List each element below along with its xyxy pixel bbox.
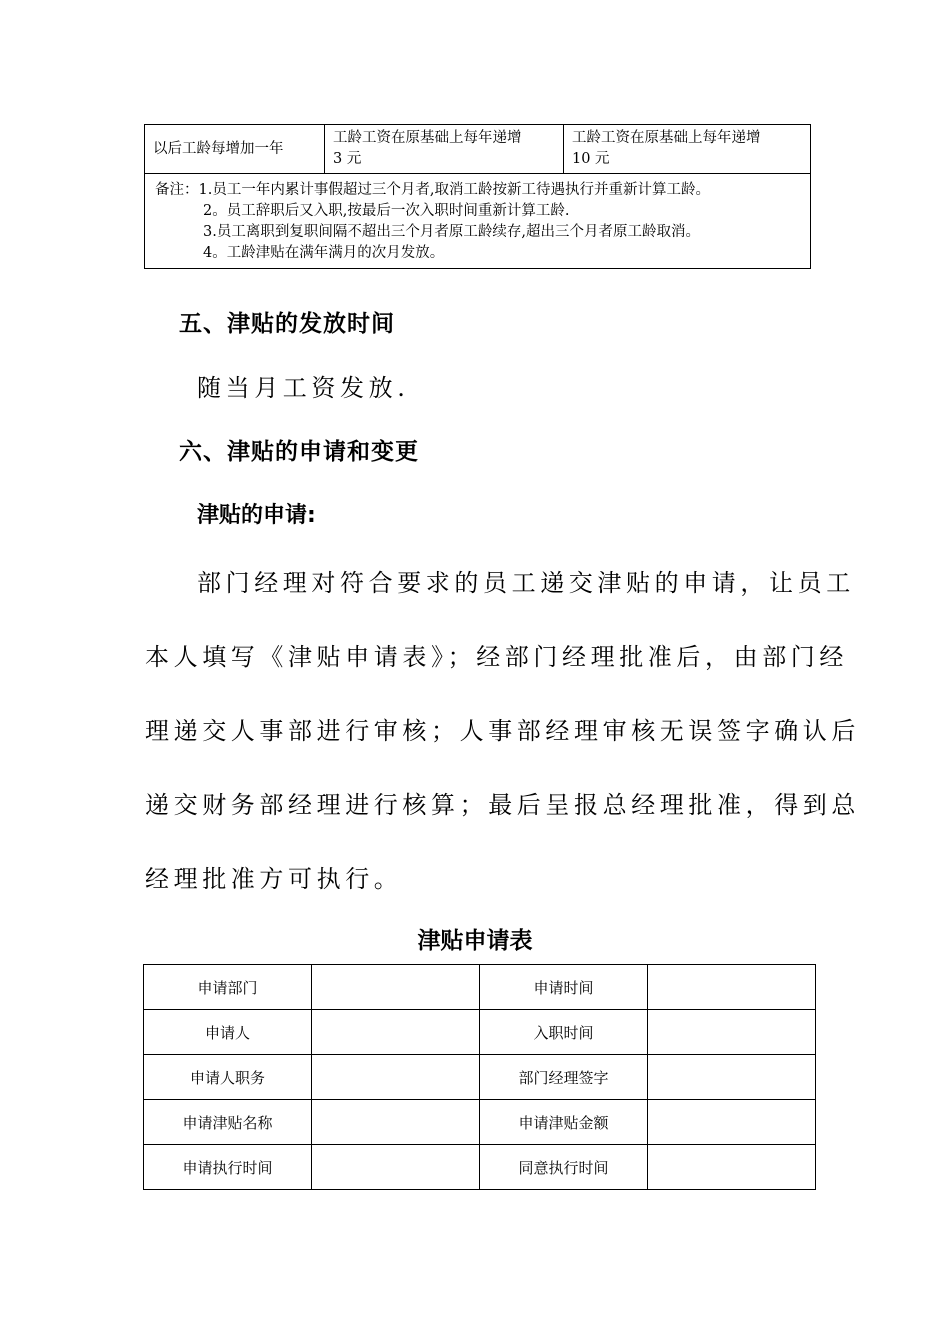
form-label: 申请人职务 [144, 1055, 312, 1100]
allowance-application-form [143, 964, 816, 1190]
cell-text: 工龄工资在原基础上每年递增 [572, 130, 761, 146]
table-row-notes [145, 174, 811, 269]
form-label: 申请时间 [480, 965, 648, 1010]
row-label: 以后工龄每增加一年 [153, 140, 284, 157]
form-title: 津贴申请表 [417, 928, 533, 954]
section5-heading: 五、津贴的发放时间 [179, 311, 395, 337]
form-input-cell[interactable] [312, 1055, 480, 1100]
paragraph-line: 部门经理对符合要求的员工递交津贴的申请，让员工 [197, 569, 855, 597]
table-row [144, 1100, 816, 1145]
form-label: 申请部门 [144, 965, 312, 1010]
section5-text: 随当月工资发放. [197, 374, 410, 402]
paragraph-line: 理递交人事部进行审核；人事部经理审核无误签字确认后 [145, 717, 860, 745]
seniority-table [144, 124, 811, 269]
form-input-cell[interactable] [312, 1100, 480, 1145]
section6-subheading: 津贴的申请: [197, 503, 316, 528]
section6-heading: 六、津贴的申请和变更 [179, 439, 419, 465]
form-input-cell[interactable] [648, 965, 816, 1010]
cell-text: 3 元 [333, 151, 362, 167]
form-input-cell[interactable] [312, 1010, 480, 1055]
table-cell [564, 125, 811, 174]
table-row [145, 125, 811, 174]
paragraph-line: 本人填写《津贴申请表》；经部门经理批准后，由部门经 [145, 643, 848, 671]
table-row [144, 1055, 816, 1100]
cell-text: 10 元 [572, 151, 610, 167]
notes-prefix: 备注： [155, 182, 199, 198]
form-label: 申请人 [144, 1010, 312, 1055]
notes-cell [145, 174, 811, 269]
form-label: 同意执行时间 [480, 1145, 648, 1190]
paragraph-line: 经理批准方可执行。 [145, 865, 403, 893]
form-input-cell[interactable] [312, 965, 480, 1010]
table-cell-label [145, 125, 325, 174]
table-row [144, 1145, 816, 1190]
form-input-cell[interactable] [648, 1145, 816, 1190]
form-input-cell[interactable] [648, 1010, 816, 1055]
note-item: 4。工龄津贴在满年满月的次月发放。 [203, 245, 445, 261]
table-cell [325, 125, 564, 174]
form-label: 申请执行时间 [144, 1145, 312, 1190]
form-label: 入职时间 [480, 1010, 648, 1055]
form-input-cell[interactable] [648, 1100, 816, 1145]
form-input-cell[interactable] [312, 1145, 480, 1190]
cell-text: 工龄工资在原基础上每年递增 [333, 130, 522, 146]
form-input-cell[interactable] [648, 1055, 816, 1100]
form-label: 申请津贴名称 [144, 1100, 312, 1145]
table-row [144, 965, 816, 1010]
table-row [144, 1010, 816, 1055]
form-label: 部门经理签字 [480, 1055, 648, 1100]
note-item: 2。员工辞职后又入职,按最后一次入职时间重新计算工龄. [203, 203, 570, 219]
note-item: 1.员工一年内累计事假超过三个月者,取消工龄按新工待遇执行并重新计算工龄。 [198, 182, 710, 198]
note-item: 3.员工离职到复职间隔不超出三个月者原工龄续存,超出三个月者原工龄取消。 [203, 224, 700, 240]
paragraph-line: 递交财务部经理进行核算；最后呈报总经理批准，得到总 [145, 791, 860, 819]
form-label: 申请津贴金额 [480, 1100, 648, 1145]
